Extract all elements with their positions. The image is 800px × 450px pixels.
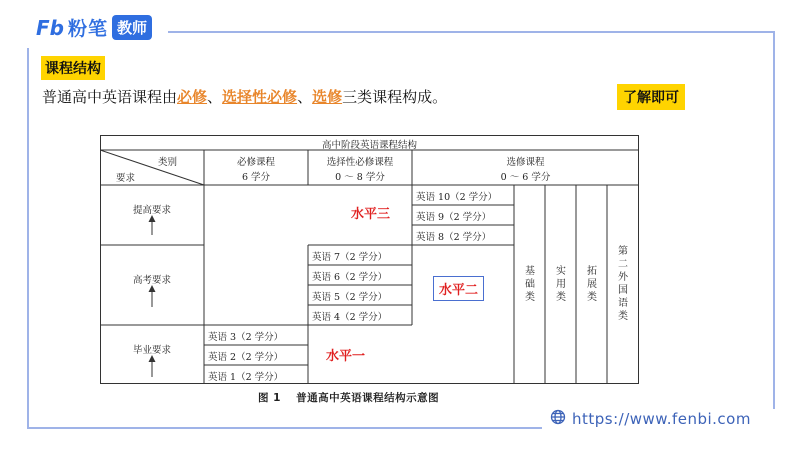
brand-name: 粉笔: [67, 18, 108, 40]
elective-category-practical: 实用类: [556, 266, 566, 303]
elective-category-extended: 拓展类: [587, 266, 597, 303]
frame-right-border: [773, 31, 775, 409]
intro-text: [42, 86, 447, 107]
note-badge: 了解即可: [617, 84, 685, 110]
course-english-1: 英语 1（2 学分）: [208, 372, 284, 383]
header-elective-name: 选修课程: [506, 157, 545, 168]
header-elective-required-credits: 0 ～ 8 学分: [335, 172, 385, 183]
elective-category-second-language: 第二外国语类: [618, 246, 628, 322]
brand-badge: 教师: [112, 15, 152, 40]
header-required-credits: 6 学分: [241, 172, 271, 183]
header-required-name: 必修课程: [236, 157, 275, 168]
corner-label-requirement: 要求: [116, 173, 136, 184]
frame-left-border: [27, 48, 29, 428]
row-label-exam: 高考要求: [132, 275, 171, 286]
course-english-3: 英语 3（2 学分）: [208, 332, 284, 343]
intro-suffix: 三类课程构成。: [342, 88, 448, 106]
brand-logo: [36, 14, 152, 41]
course-english-9: 英语 9（2 学分）: [416, 212, 492, 223]
intro-prefix: 普通高中英语课程由: [42, 88, 178, 106]
course-english-4: 英语 4（2 学分）: [312, 312, 388, 323]
row-label-graduation: 毕业要求: [132, 345, 171, 356]
corner-label-category: 类别: [158, 157, 178, 168]
course-structure-figure: [100, 135, 639, 385]
intro-separator: 、: [297, 88, 313, 106]
intro-highlight-elective-required: 选择性必修: [222, 88, 298, 106]
level-two-label: 水平二: [433, 276, 484, 301]
course-english-7: 英语 7（2 学分）: [312, 252, 388, 263]
course-english-2: 英语 2（2 学分）: [208, 352, 284, 363]
website-footer: [550, 409, 751, 429]
section-title: 课程结构: [41, 56, 105, 80]
globe-icon: [550, 409, 566, 429]
header-elective-required-name: 选择性必修课程: [326, 157, 394, 168]
level-three-label: 水平三: [351, 207, 391, 222]
course-english-10: 英语 10（2 学分）: [416, 192, 498, 203]
course-english-6: 英语 6（2 学分）: [312, 272, 388, 283]
frame-top-border: [168, 31, 774, 33]
intro-highlight-elective: 选修: [312, 88, 343, 106]
level-one-label: 水平一: [326, 349, 366, 364]
course-english-5: 英语 5（2 学分）: [312, 292, 388, 303]
course-english-8: 英语 8（2 学分）: [416, 232, 492, 243]
intro-separator: 、: [207, 88, 223, 106]
header-elective-credits: 0 ～ 6 学分: [500, 172, 551, 183]
elective-category-basic: 基础类: [525, 266, 535, 303]
figure-caption: 图 1 普通高中英语课程结构示意图: [258, 392, 440, 404]
website-url[interactable]: https://www.fenbi.com: [572, 410, 751, 428]
row-label-advanced: 提高要求: [132, 205, 171, 216]
brand-mark: Fb: [36, 15, 64, 40]
frame-bottom-border: [27, 427, 542, 429]
intro-highlight-required: 必修: [177, 88, 208, 106]
table-title: 高中阶段英语课程结构: [321, 140, 417, 151]
